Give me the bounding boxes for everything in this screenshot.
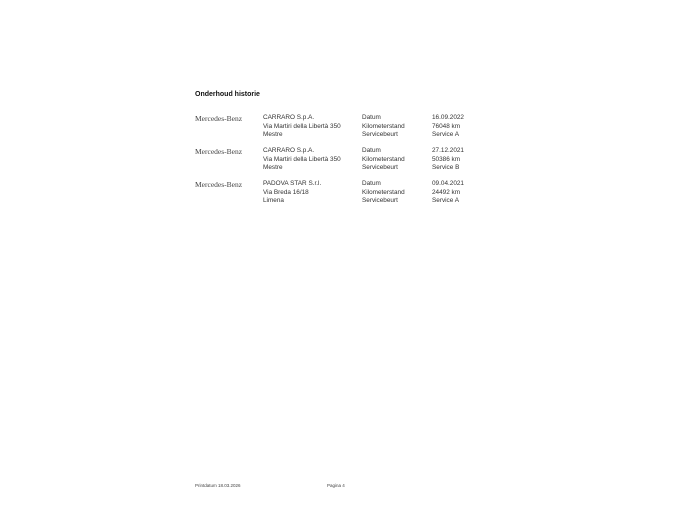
field-values — [432, 147, 464, 173]
dealer-name: CARRARO S.p.A. — [263, 114, 315, 121]
field-labels — [362, 147, 405, 173]
service-value: Service A — [432, 197, 459, 204]
dealer-address — [263, 114, 341, 140]
dealer-city: Limena — [263, 197, 284, 204]
mileage-label: Kilometerstand — [362, 155, 405, 163]
brand-logo: Mercedes-Benz — [195, 114, 243, 123]
field-labels — [362, 114, 405, 140]
date-label: Datum — [362, 114, 381, 121]
section-title: Onderhoud historie — [195, 91, 260, 98]
date-value: 27.12.2021 — [432, 147, 464, 154]
dealer-street: Via Martiri della Libertà 350 — [263, 122, 341, 130]
service-label: Servicebeurt — [362, 197, 398, 204]
page-number: Pagina 4 — [327, 483, 345, 488]
print-date: Printdatum 18.03.2026 — [195, 483, 241, 488]
service-label: Servicebeurt — [362, 164, 398, 171]
field-labels — [362, 180, 405, 206]
date-label: Datum — [362, 147, 381, 154]
date-label: Datum — [362, 180, 381, 187]
mileage-label: Kilometerstand — [362, 122, 405, 130]
mileage-label: Kilometerstand — [362, 188, 405, 196]
field-values — [432, 180, 464, 206]
dealer-address — [263, 180, 321, 206]
service-value: Service B — [432, 164, 460, 171]
field-values — [432, 114, 464, 140]
date-value: 09.04.2021 — [432, 180, 464, 187]
dealer-city: Mestre — [263, 164, 283, 171]
dealer-street: Via Breda 16/18 — [263, 188, 309, 196]
dealer-address — [263, 147, 341, 173]
mileage-value: 76048 km — [432, 122, 461, 130]
dealer-name: CARRARO S.p.A. — [263, 147, 315, 154]
service-entry — [195, 180, 495, 208]
brand-logo: Mercedes-Benz — [195, 147, 243, 156]
dealer-city: Mestre — [263, 131, 283, 138]
mileage-value: 24492 km — [432, 188, 461, 196]
mileage-value: 50386 km — [432, 155, 461, 163]
dealer-street: Via Martiri della Libertà 350 — [263, 155, 341, 163]
service-label: Servicebeurt — [362, 131, 398, 138]
service-entry — [195, 114, 495, 142]
brand-logo: Mercedes-Benz — [195, 180, 243, 189]
date-value: 16.09.2022 — [432, 114, 464, 121]
service-entry — [195, 147, 495, 175]
service-value: Service A — [432, 131, 459, 138]
dealer-name: PADOVA STAR S.r.l. — [263, 180, 322, 187]
